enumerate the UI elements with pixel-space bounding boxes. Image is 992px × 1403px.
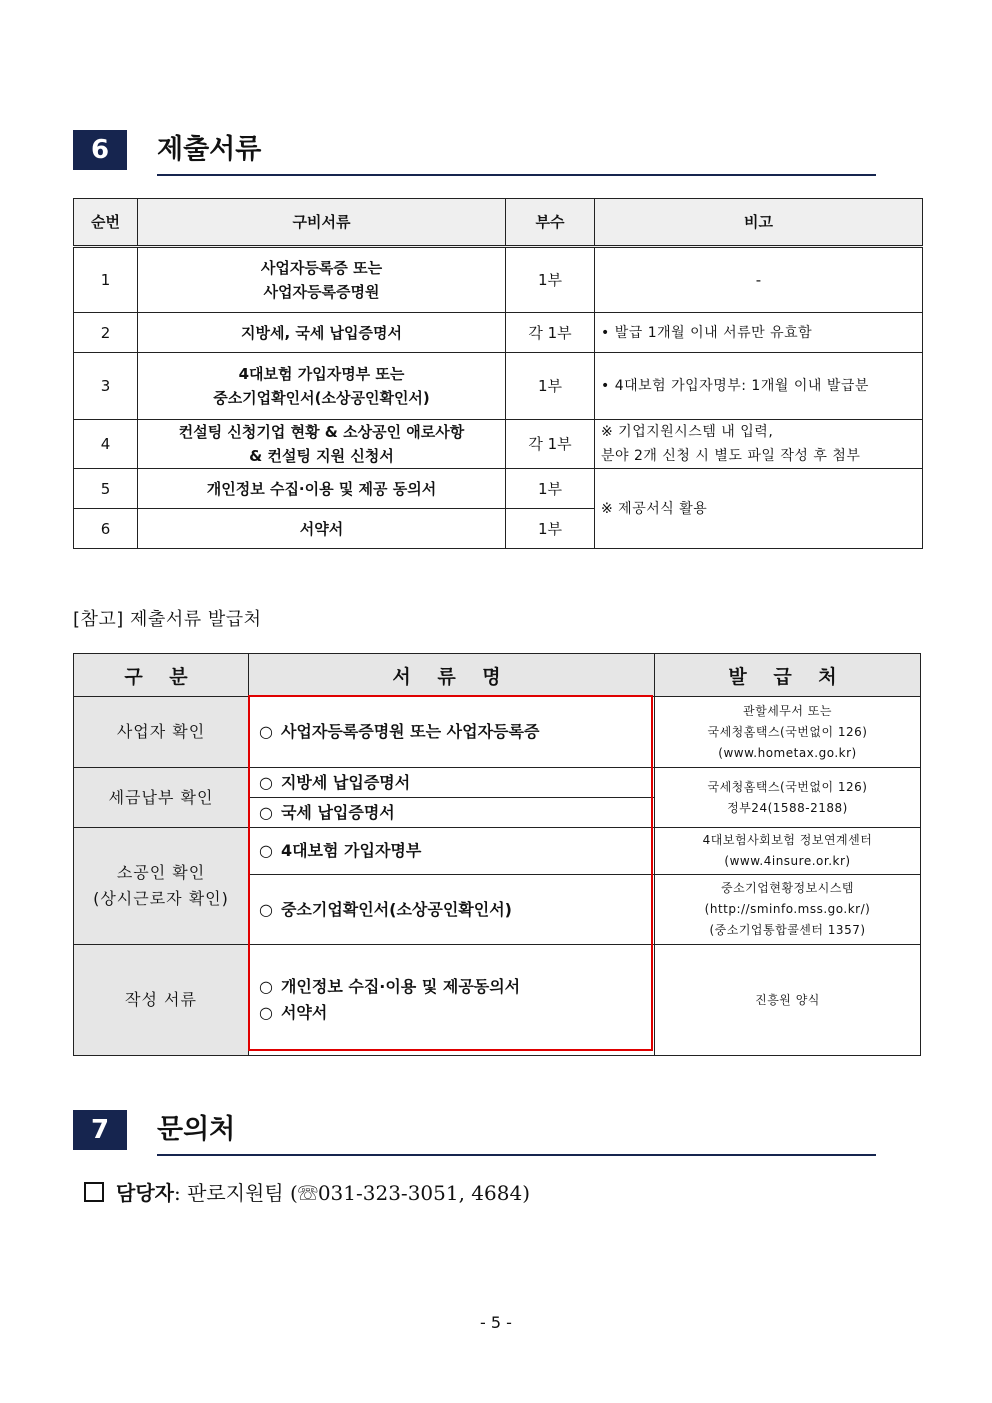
document-cell <box>249 798 655 828</box>
document-name: 개인정보 수집·이용 및 제공 동의서 <box>138 469 506 509</box>
note: ※ 제공서식 활용 <box>595 469 923 549</box>
copies: 각 1부 <box>506 420 595 469</box>
table-row <box>74 697 921 768</box>
note: • 4대보험 가입자명부: 1개월 이내 발급분 <box>595 353 923 420</box>
copies: 각 1부 <box>506 313 595 353</box>
document-name: 중소기업확인서(소상공인확인서) <box>280 899 512 919</box>
header-cell: 서 류 명 <box>249 654 655 697</box>
note: • 발급 1개월 이내 서류만 유효함 <box>595 313 923 353</box>
circle-bullet-icon: ○ <box>259 722 273 741</box>
circle-bullet-icon: ○ <box>259 977 273 996</box>
header-cell: 발 급 처 <box>655 654 921 697</box>
document-line <box>259 1000 648 1026</box>
reference-title: [참고] 제출서류 발급처 <box>73 609 262 630</box>
category-line: (상시근로자 확인) <box>93 889 229 908</box>
document-cell <box>249 945 655 1056</box>
document-name <box>138 420 506 469</box>
header-cell: 구 분 <box>74 654 249 697</box>
section-6-heading <box>73 130 876 178</box>
row-number: 2 <box>74 313 138 353</box>
row-number: 5 <box>74 469 138 509</box>
document-line: & 컨설팅 지원 신청서 <box>249 447 394 465</box>
document-cell <box>249 828 655 875</box>
row-number: 3 <box>74 353 138 420</box>
issuer-line: 국세청홈택스(국번없이 126) <box>707 779 868 794</box>
section-number: 7 <box>73 1110 127 1150</box>
document-name: 지방세, 국세 납입증명서 <box>138 313 506 353</box>
section-rule <box>157 174 876 176</box>
document-name: 지방세 납입증명서 <box>280 772 411 792</box>
copies: 1부 <box>506 353 595 420</box>
issuer-line: 정부24(1588-2188) <box>727 800 848 815</box>
issuer-cell: 진흥원 양식 <box>655 945 921 1056</box>
issuer-line: 중소기업현황정보시스템 <box>720 881 854 895</box>
document-line <box>259 974 648 1000</box>
issuer-line: 관할세무서 또는 <box>743 703 832 718</box>
document-name: 개인정보 수집·이용 및 제공동의서 <box>280 977 521 996</box>
document-name <box>138 353 506 420</box>
table-row <box>74 469 923 509</box>
document-line: 컨설팅 신청기업 현황 & 소상공인 애로사항 <box>178 423 465 441</box>
document-name: 서약서 <box>280 1003 328 1022</box>
category-cell: 사업자 확인 <box>74 697 249 768</box>
table-header-row <box>74 654 921 697</box>
table-header-row <box>74 199 923 247</box>
issuer-reference-table <box>73 653 921 1056</box>
contact-value: : 판로지원팀 (☏031-323-3051, 4684) <box>173 1181 531 1205</box>
document-line: 사업자등록증명원 <box>263 283 380 301</box>
copies: 1부 <box>506 247 595 313</box>
checkbox-icon <box>84 1182 104 1202</box>
document-name: 4대보험 가입자명부 <box>280 841 422 860</box>
circle-bullet-icon: ○ <box>259 1003 273 1022</box>
category-line: 소공인 확인 <box>116 863 206 882</box>
document-name: 사업자등록증명원 또는 사업자등록증 <box>280 722 540 741</box>
document-cell <box>249 875 655 945</box>
document-cell <box>249 768 655 798</box>
section-7-heading <box>73 1110 876 1158</box>
issuer-line: (www.4insure.or.kr) <box>724 854 851 868</box>
issuer-line: 국세청홈택스(국번없이 126) <box>707 724 868 739</box>
contact-label: 담당자 <box>116 1181 174 1205</box>
header-cell: 부수 <box>506 199 595 247</box>
table-row <box>74 420 923 469</box>
category-cell <box>74 828 249 945</box>
header-cell: 비고 <box>595 199 923 247</box>
copies: 1부 <box>506 509 595 549</box>
table-row <box>74 353 923 420</box>
table-row <box>74 768 921 798</box>
document-name: 서약서 <box>138 509 506 549</box>
contact-line <box>84 1178 530 1208</box>
note: - <box>595 247 923 313</box>
copies: 1부 <box>506 469 595 509</box>
document-name <box>138 247 506 313</box>
issuer-cell <box>655 768 921 828</box>
header-cell: 구비서류 <box>138 199 506 247</box>
circle-bullet-icon: ○ <box>259 802 273 822</box>
row-number: 6 <box>74 509 138 549</box>
document-cell <box>249 697 655 768</box>
circle-bullet-icon: ○ <box>259 841 273 860</box>
issuer-cell <box>655 697 921 768</box>
category-cell: 작성 서류 <box>74 945 249 1056</box>
circle-bullet-icon: ○ <box>259 899 273 919</box>
issuer-line: (http://sminfo.mss.go.kr/) <box>704 902 871 916</box>
note-line: 분야 2개 신청 시 별도 파일 작성 후 첨부 <box>601 448 861 464</box>
submission-documents-table <box>73 198 923 549</box>
issuer-cell <box>655 875 921 945</box>
table-row <box>74 313 923 353</box>
section-number: 6 <box>73 130 127 170</box>
table-row <box>74 247 923 313</box>
category-cell: 세금납부 확인 <box>74 768 249 828</box>
section-rule <box>157 1154 876 1156</box>
issuer-line: (www.hometax.go.kr) <box>718 745 857 760</box>
row-number: 1 <box>74 247 138 313</box>
issuer-line: 4대보험사회보험 정보연계센터 <box>702 833 873 847</box>
section-title: 제출서류 <box>157 134 262 165</box>
note <box>595 420 923 469</box>
page-number: - 5 - <box>480 1313 512 1332</box>
issuer-line: (중소기업통합콜센터 1357) <box>709 923 866 937</box>
document-line: 중소기업확인서(소상공인확인서) <box>213 389 430 407</box>
note-line: ※ 기업지원시스템 내 입력, <box>601 424 774 440</box>
row-number: 4 <box>74 420 138 469</box>
table-row <box>74 945 921 1056</box>
table-row <box>74 828 921 875</box>
document-line: 사업자등록증 또는 <box>260 259 383 277</box>
document-line: 4대보험 가입자명부 또는 <box>238 365 405 383</box>
header-cell: 순번 <box>74 199 138 247</box>
circle-bullet-icon: ○ <box>259 772 273 792</box>
section-title: 문의처 <box>157 1114 236 1145</box>
document-name: 국세 납입증명서 <box>280 802 395 822</box>
issuer-cell <box>655 828 921 875</box>
